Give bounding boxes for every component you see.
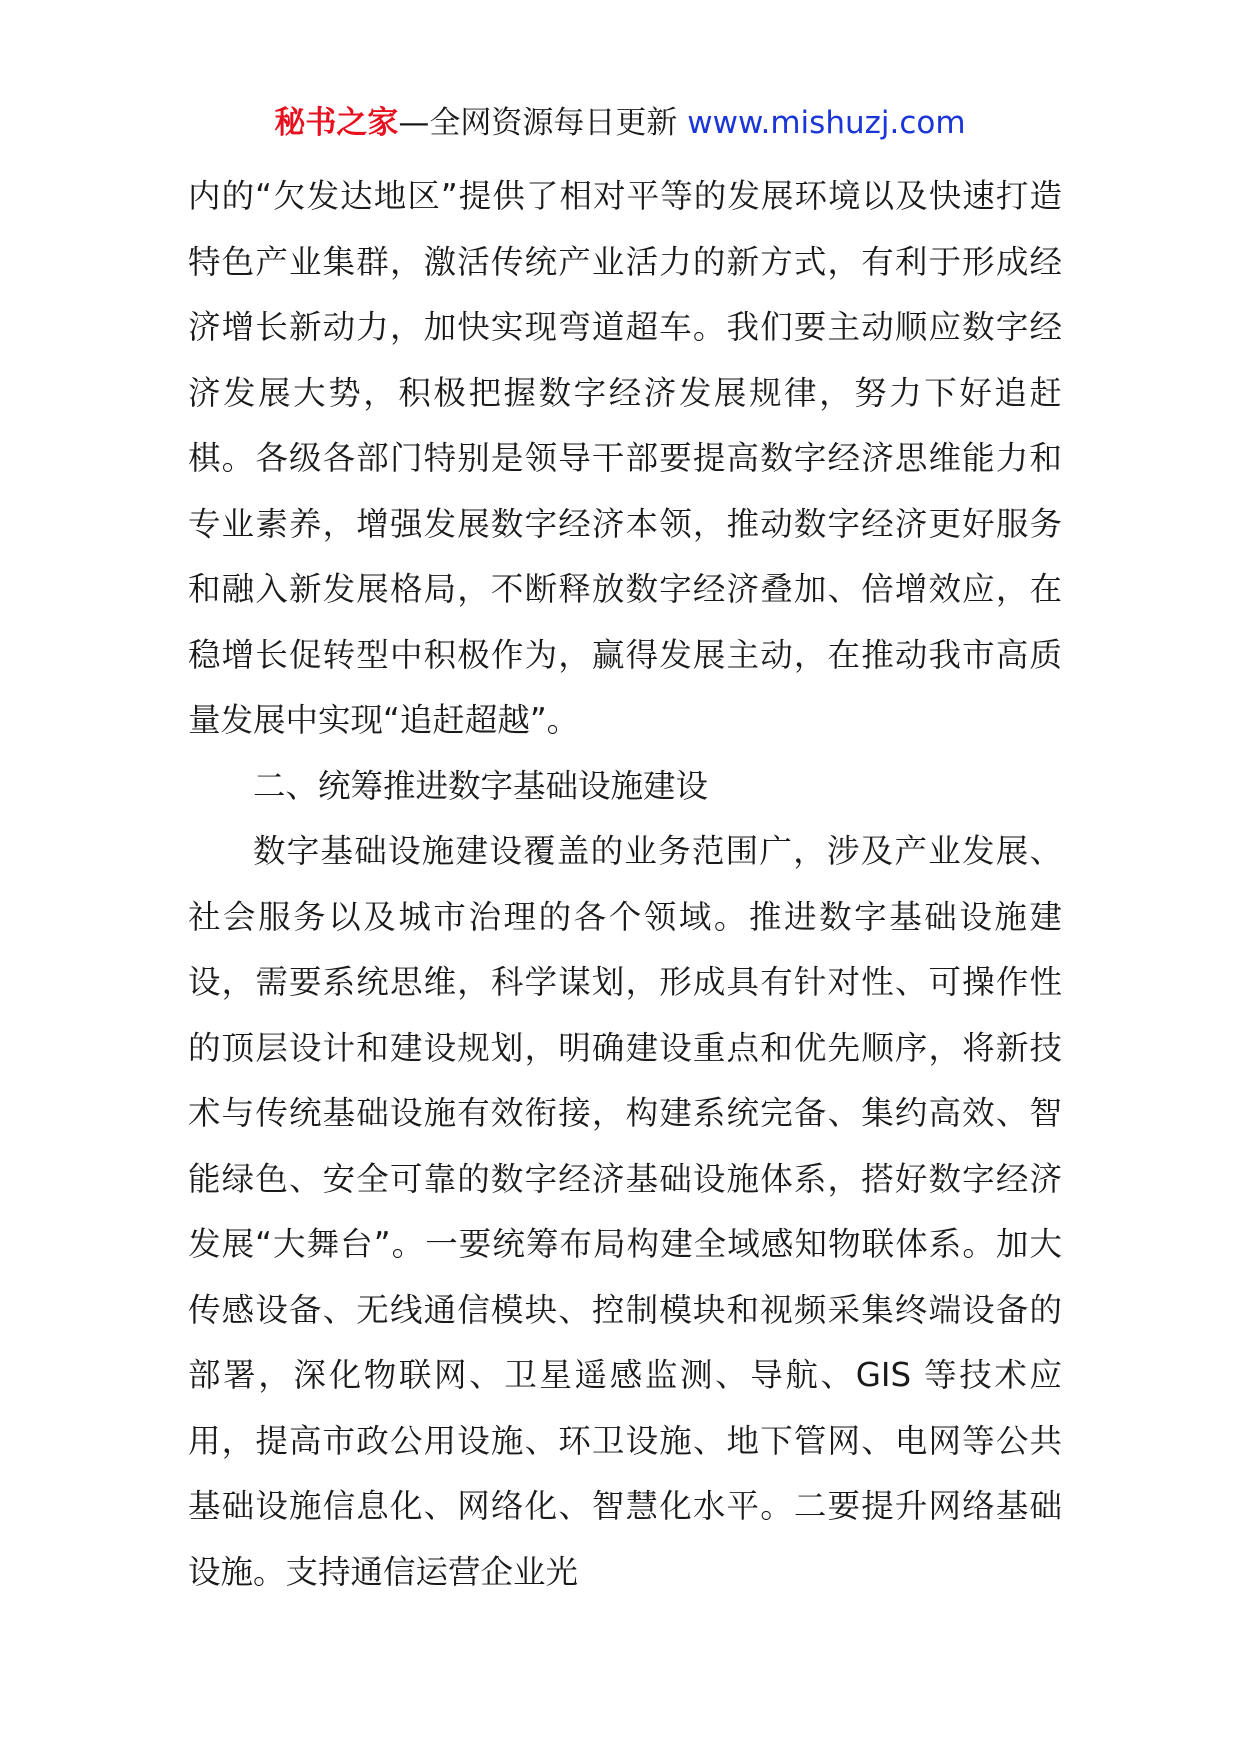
site-url-link[interactable]: www.mishuzj.com [687,105,966,141]
paragraph-continued: 内的“欠发达地区”提供了相对平等的发展环境以及快速打造特色产业集群，激活传统产业活力的新方式，有利于形成经济增长新动力，加快实现弯道超车。我们要主动顺应数字经济发展大势，积极把握数字经济发展规律，努力下好追赶棋。各级各部门特别是领导干部要提高数字经济思维能力和专业素养，增强发展数字经济本领，推动数字经济更好服务和融入新发展格局，不断释放数字经济叠加、倍增效应，在稳增长促转型中积极作为，赢得发展主动，在推动我市高质量发展中实现“追赶超越”。 [188,177,1062,739]
site-header [0,100,1240,146]
section-heading: 二、统筹推进数字基础设施建设 [253,766,709,805]
header-tagline: —全网资源每日更新 [398,105,678,141]
brand-name: 秘书之家 [274,105,399,141]
document-body [188,164,1062,1605]
paragraph: 数字基础设施建设覆盖的业务范围广，涉及产业发展、社会服务以及城市治理的各个领域。推进数字基础设施建设，需要系统思维，科学谋划，形成具有针对性、可操作性的顶层设计和建设规划，明确建设重点和优先顺序，将新技术与传统基础设施有效衔接，构建系统完备、集约高效、智能绿色、安全可靠的数字经济基础设施体系，搭好数字经济发展“大舞台”。一要统筹布局构建全域感知物联体系。加大传感设备、无线通信模块、控制模块和视频采集终端设备的部署，深化物联网、卫星遥感监测、导航、GIS 等技术应用，提高市政公用设施、环卫设施、地下管网、电网等公共基础设施信息化、网络化、智慧化水平。二要提升网络基础设施。支持通信运营企业光 [188,832,1062,1591]
